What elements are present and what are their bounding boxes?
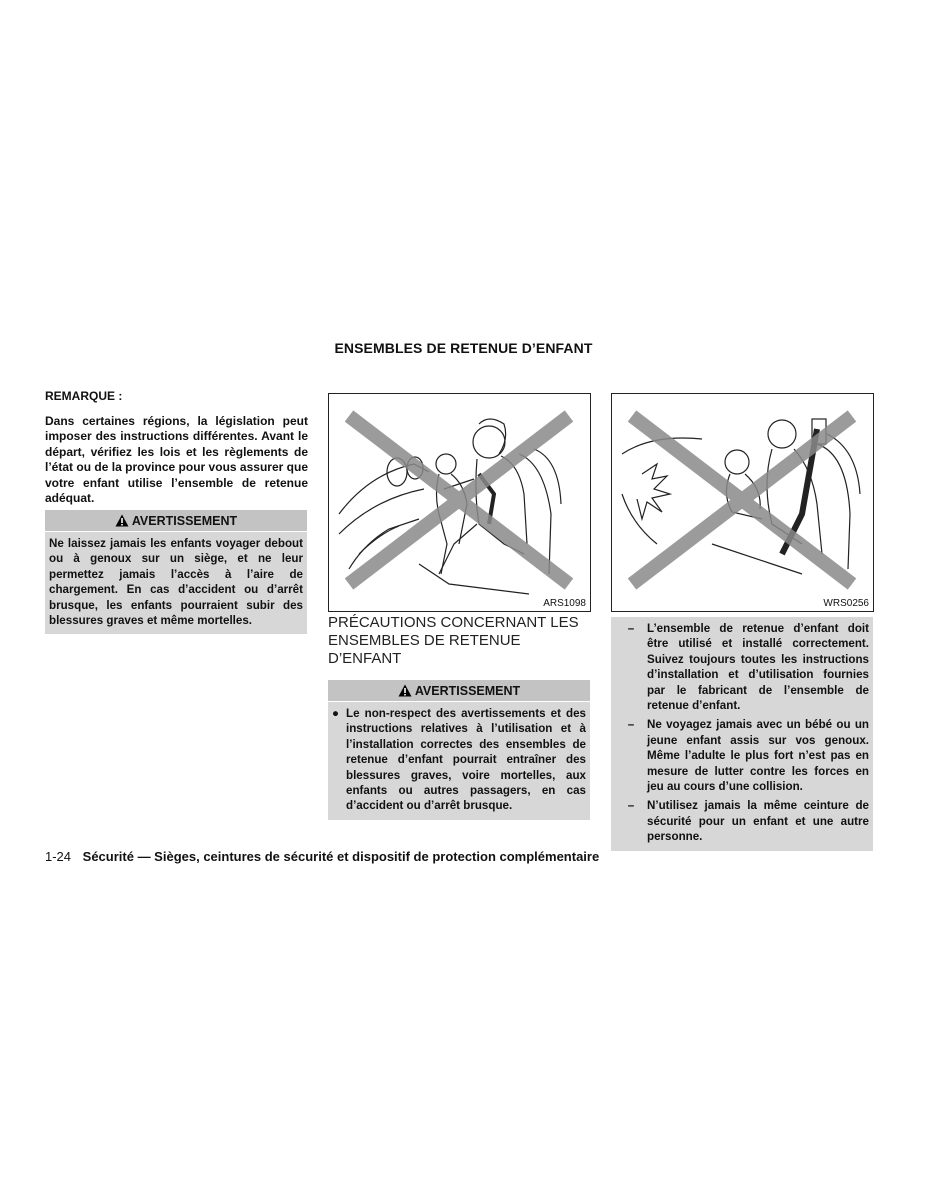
warning-heading-1 xyxy=(45,510,307,532)
warning-body-1: Ne laissez jamais les enfants voyager debout ou à genoux sur un siège, et ne leur permettez jamais l’accès à l’aire de chargement. En cas d’accident ou d’arrêt brusque, les enfants pourraient subir des blessures graves et même mortelles. xyxy=(49,537,303,628)
figure-child-standing xyxy=(328,393,591,612)
list-item: – L’ensemble de retenue d’enfant doit être utilisé et installé correctement. Suivez toujours toutes les instructions d’installation et d’utilisation fournies par le fabricant de l’ensemble de retenue d’enfant. xyxy=(627,622,869,713)
footer-title: Sécurité — Sièges, ceintures de sécurité et dispositif de protection complémentaire xyxy=(82,849,600,864)
list-item xyxy=(332,706,586,814)
warning-triangle-icon xyxy=(115,514,129,527)
list-item: – N’utilisez jamais la même ceinture de sécurité pour un enfant et une autre personne. xyxy=(627,799,869,844)
warning-heading-2 xyxy=(328,680,590,702)
warning-heading-label-1: AVERTISSEMENT xyxy=(131,513,238,528)
figure-code-1: ARS1098 xyxy=(543,598,586,609)
section-title: ENSEMBLES DE RETENUE D’ENFANT xyxy=(334,340,593,356)
warning-triangle-icon xyxy=(398,684,412,697)
warning-body-2 xyxy=(328,702,590,820)
warning-continued-list xyxy=(611,617,873,851)
warning-box-1 xyxy=(45,510,307,634)
page-footer xyxy=(45,849,599,864)
list-item-text: N’utilisez jamais la même ceinture de sécurité pour un enfant et une autre personne. xyxy=(647,799,869,844)
figure-child-on-lap xyxy=(611,393,874,612)
precautions-title: PRÉCAUTIONS CONCERNANT LES ENSEMBLES DE RETENUE D’ENFANT xyxy=(328,614,579,667)
bullet-text: Le non-respect des avertissements et des instructions relatives à l’utilisation et à l’installation correctes des ensembles de retenue d’enfant pourrait entraîner des blessures graves, voire mortelles, aux enfants ou autres passagers, en cas d’accident ou d’arrêt brusque. xyxy=(346,707,586,813)
warning-box-2 xyxy=(328,680,590,820)
warning-continued-box xyxy=(611,617,873,851)
remark-body: Dans certaines régions, la législation peut imposer des instructions différentes. Avant le départ, vérifiez les lois et les règlements de l’état ou de la province pour vous assurer que votre enfant utilise l’ensemble de retenue adéquat. xyxy=(45,414,308,506)
child-standing-illustration xyxy=(329,394,590,611)
child-on-lap-illustration xyxy=(612,394,873,611)
warning-heading-label-2: AVERTISSEMENT xyxy=(414,683,521,698)
page-number: 1-24 xyxy=(45,849,72,864)
figure-code-2: WRS0256 xyxy=(823,598,869,609)
remark-heading: REMARQUE : xyxy=(45,389,123,403)
list-item-text: L’ensemble de retenue d’enfant doit être utilisé et installé correctement. Suivez toujours toutes les instructions d’installation et d’utilisation fournies par le fabricant de l’ensemble de retenue d’enfant. xyxy=(647,622,869,713)
list-item: – Ne voyagez jamais avec un bébé ou un jeune enfant assis sur vos genoux. Même l’adulte le plus fort n’est pas en mesure de lutter contre les forces en jeu au cours d’une collision. xyxy=(627,718,869,794)
list-item-text: Ne voyagez jamais avec un bébé ou un jeune enfant assis sur vos genoux. Même l’adulte le plus fort n’est pas en mesure de lutter contre les forces en jeu au cours d’une collision. xyxy=(647,718,869,794)
bullet-icon: ● xyxy=(332,707,340,720)
